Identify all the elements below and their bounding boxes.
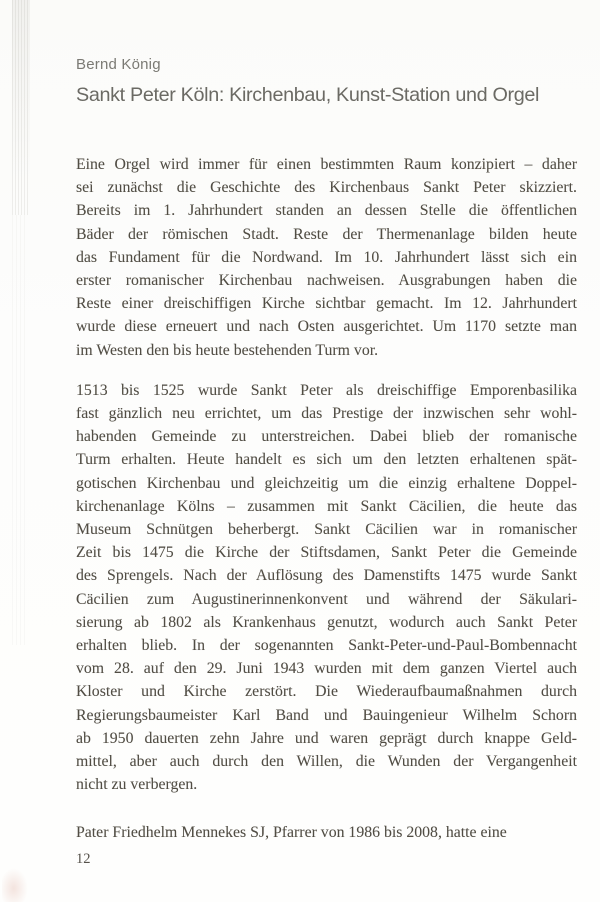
paragraph bbox=[76, 379, 577, 797]
text-line: Kloster und Kirche zerstört. Die Wiederaufbaumaßnahmen durch bbox=[76, 683, 577, 701]
text-line: sierung ab 1802 als Krankenhaus genutzt, wodurch auch Sankt Peter bbox=[76, 613, 577, 631]
author-name: Bernd König bbox=[76, 56, 161, 73]
paragraph bbox=[76, 821, 577, 844]
paragraph bbox=[76, 153, 577, 362]
text-line: erster romanischer Kirchenbau nachweisen. Ausgrabungen haben die bbox=[76, 272, 577, 290]
text-line: Bereits im 1. Jahrhundert standen an dessen Stelle die öffentlichen bbox=[76, 202, 577, 220]
text-line: 1513 bis 1525 wurde Sankt Peter als dreischiffige Emporenbasilika bbox=[76, 381, 577, 399]
text-line: wurde diese erneuert und nach Osten ausgerichtet. Um 1170 setzte man bbox=[76, 318, 577, 336]
page-number: 12 bbox=[76, 851, 91, 867]
text-line: Regierungsbaumeister Karl Band und Bauingenieur Wilhelm Schorn bbox=[76, 706, 577, 724]
text-line: des Sprengels. Nach der Auflösung des Damenstifts 1475 wurde Sankt bbox=[76, 567, 577, 585]
text-line: sei zunächst die Geschichte des Kirchenbaus Sankt Peter skizziert. bbox=[76, 179, 577, 197]
text-line: erhalten blieb. In der sogenannten Sankt-Peter-und-Paul-Bombennacht bbox=[76, 637, 577, 655]
text-line: kirchenanlage Kölns – zusammen mit Sankt Cäcilien, die heute das bbox=[76, 497, 577, 515]
scan-artifact-left-edge-lower bbox=[12, 215, 28, 645]
text-line: fast gänzlich neu errichtet, um das Prestige der inzwischen sehr wohl- bbox=[76, 405, 577, 423]
text-line: ab 1950 dauerten zehn Jahre und waren geprägt durch knappe Geld- bbox=[76, 729, 577, 747]
text-line: nicht zu verbergen. bbox=[76, 776, 198, 794]
text-line: Eine Orgel wird immer für einen bestimmten Raum konzipiert – daher bbox=[76, 156, 577, 173]
text-line: Cäcilien zum Augustinerinnenkonvent und während der Säkulari- bbox=[76, 590, 577, 608]
text-line: das Fundament für die Nordwand. Im 10. Jahrhundert lässt sich ein bbox=[76, 248, 577, 266]
text-line: habenden Gemeinde zu unterstreichen. Dabei blieb der romanische bbox=[76, 428, 577, 446]
body-text bbox=[76, 153, 577, 845]
text-line: Bäder der römischen Stadt. Reste der Thermenanlage bilden heute bbox=[76, 225, 577, 243]
page-content bbox=[76, 0, 577, 902]
text-line: vom 28. auf den 29. Juni 1943 wurden mit dem ganzen Viertel auch bbox=[76, 660, 577, 678]
page-title: Sankt Peter Köln: Kirchenbau, Kunst-Station und Orgel bbox=[76, 84, 540, 106]
text-line: Pater Friedhelm Mennekes SJ, Pfarrer von 1986 bis 2008, hatte eine bbox=[76, 824, 507, 842]
text-line: Museum Schnütgen beherbergt. Sankt Cäcilien war in romanischer bbox=[76, 521, 577, 539]
text-line: im Westen den bis heute bestehenden Turm vor. bbox=[76, 341, 379, 359]
scan-artifact-bottom-left bbox=[2, 868, 28, 902]
text-line: Turm erhalten. Heute handelt es sich um den letzten erhaltenen spät- bbox=[76, 451, 577, 469]
text-line: mittel, aber auch durch den Willen, die Wunden der Vergangenheit bbox=[76, 753, 577, 771]
text-line: Reste einer dreischiffigen Kirche sichtbar gemacht. Im 12. Jahrhundert bbox=[76, 295, 577, 313]
scan-artifact-left-edge bbox=[12, 0, 30, 215]
text-line: gotischen Kirchenbau und gleichzeitig um die einzig erhaltene Doppel- bbox=[76, 474, 577, 492]
text-line: Zeit bis 1475 die Kirche der Stiftsdamen, Sankt Peter die Gemeinde bbox=[76, 544, 577, 562]
